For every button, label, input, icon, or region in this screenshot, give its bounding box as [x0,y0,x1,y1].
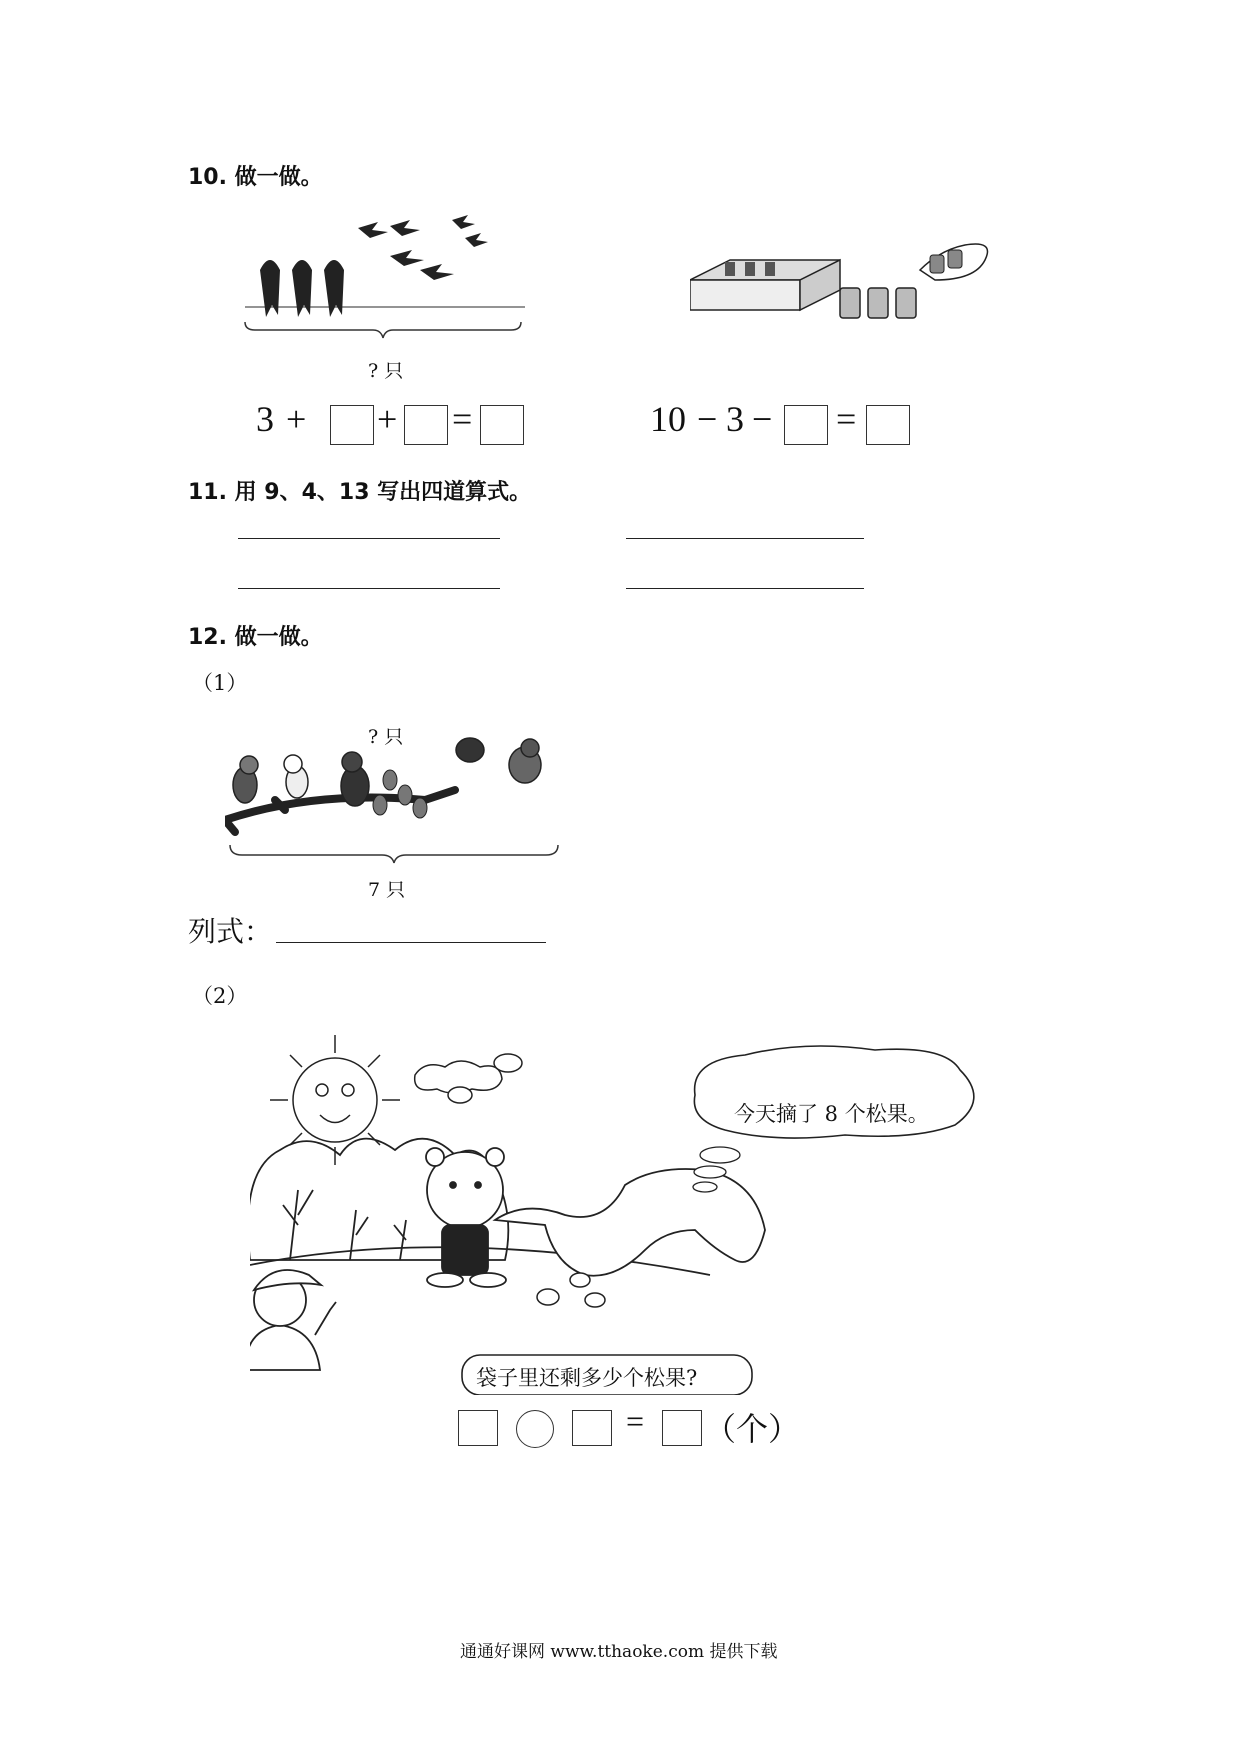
answer-box[interactable] [784,405,828,445]
swallows-illustration [240,210,540,340]
q12-title: 12. 做一做。 [188,625,323,650]
q10-left-plus-1: + [286,399,307,439]
q10-right-minus-1: − [697,399,718,439]
part2-equals: = [626,1403,645,1439]
answer-line[interactable] [626,588,864,589]
answer-box[interactable] [404,405,448,445]
q10-right-equals: = [836,399,857,439]
q10-left-equals: = [452,399,473,439]
answer-box[interactable] [458,1410,498,1446]
formula-label: 列式： [188,915,273,948]
operator-circle[interactable] [516,1410,554,1448]
q11-title: 11. 用 9、4、13 写出四道算式。 [188,480,532,505]
birds-on-branch-illustration [225,720,570,870]
q12-part1-bottom-caption: 7 只 [368,879,406,901]
answer-box[interactable] [330,405,374,445]
forest-scene-illustration [250,1035,1020,1395]
q10-left-caption: ? 只 [368,360,404,382]
q12-part1-top-caption: ? 只 [368,726,404,748]
thought-text: 今天摘了 8 个松果。 [734,1102,929,1126]
answer-box[interactable] [866,405,910,445]
unit-label: （个） [704,1410,801,1448]
q10-left-number: 3 [256,399,274,439]
q10-title: 10. 做一做。 [188,165,323,190]
answer-box[interactable] [662,1410,702,1446]
q10-right-number-1: 10 [650,399,686,439]
footer-text: 通通好课网 www.tthaoke.com 提供下载 [460,1642,778,1662]
answer-box[interactable] [572,1410,612,1446]
q12-part1-label: （1） [192,671,248,695]
answer-line[interactable] [626,538,864,539]
answer-line[interactable] [238,588,500,589]
formula-answer-line[interactable] [276,942,546,943]
answer-line[interactable] [238,538,500,539]
q12-part2-label: （2） [192,984,248,1008]
question-text: 袋子里还剩多少个松果? [476,1366,698,1390]
q10-right-minus-2: − [752,399,773,439]
q10-right-number-2: 3 [726,399,744,439]
answer-box[interactable] [480,405,524,445]
batteries-illustration [690,230,1010,330]
q10-left-plus-2: + [377,399,398,439]
